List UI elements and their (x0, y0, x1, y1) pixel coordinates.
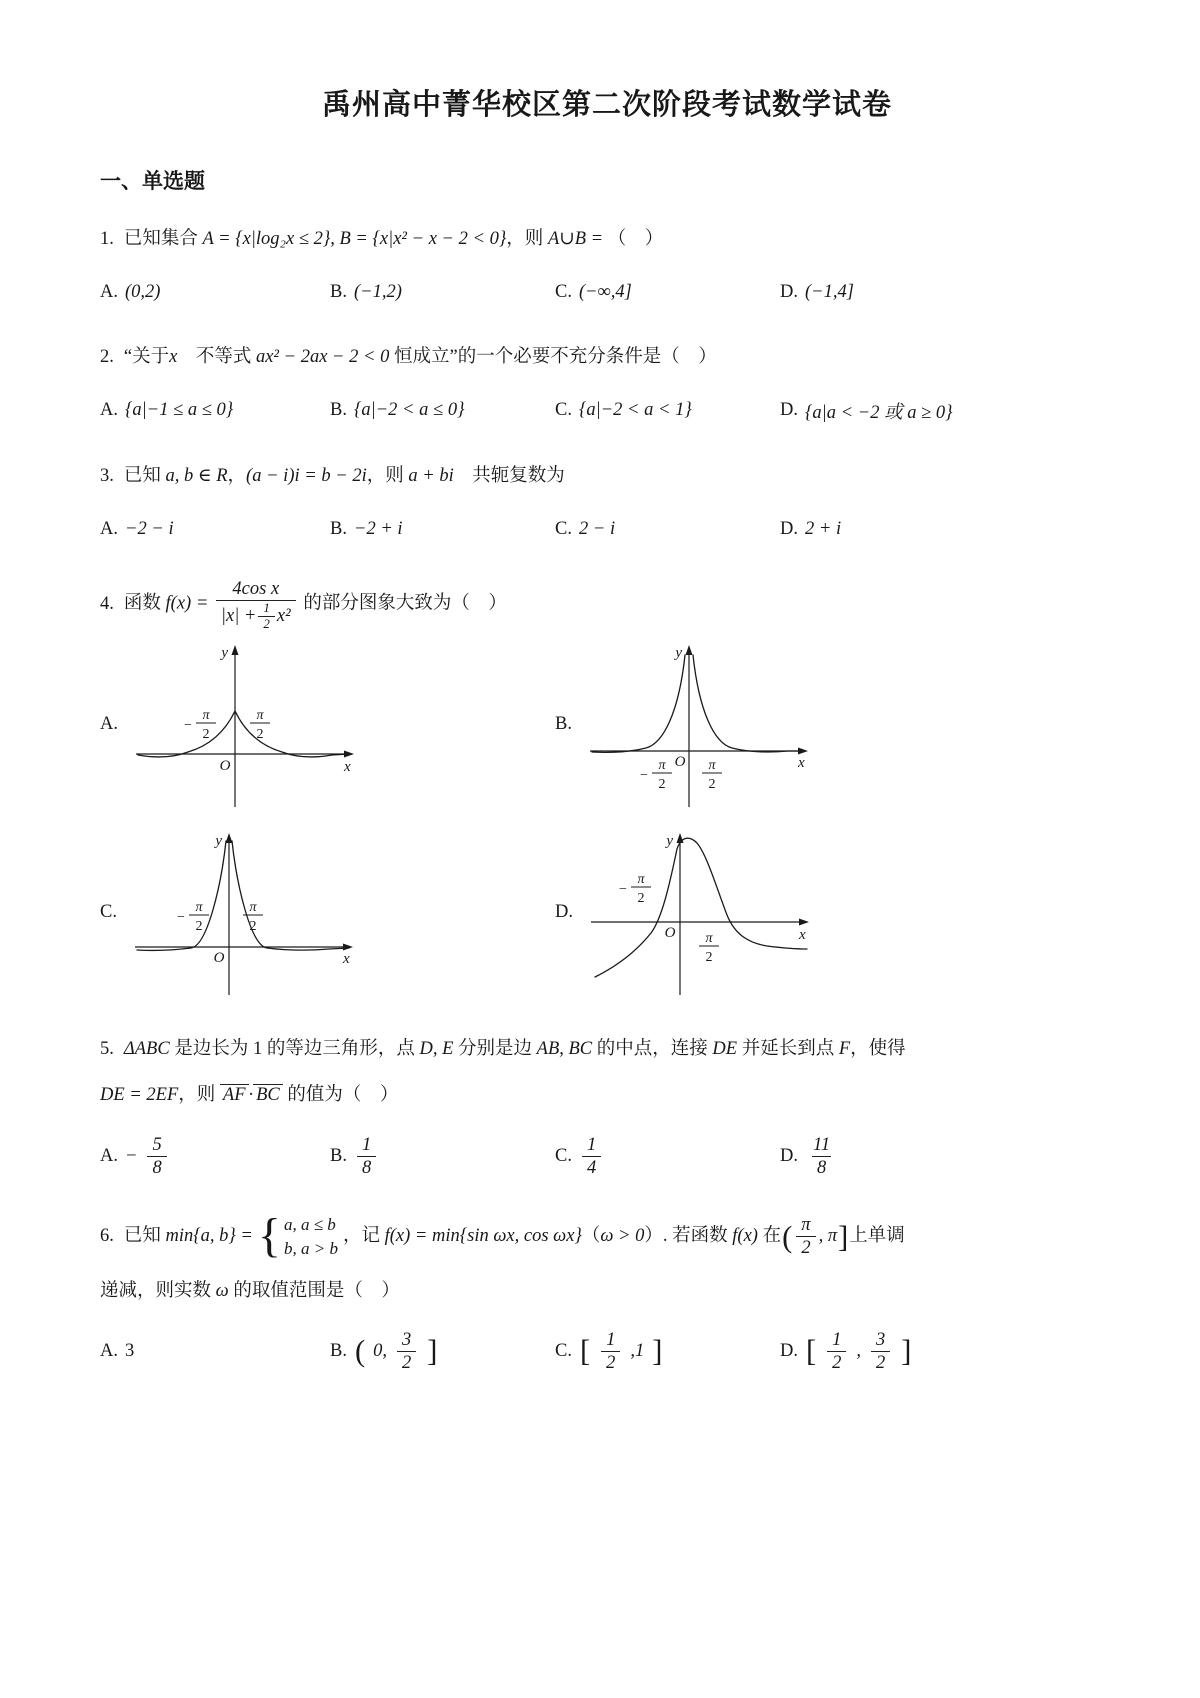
option-value: {a|−2 < a < 1} (578, 400, 692, 421)
pi-label: π (195, 899, 203, 915)
function-curve (137, 841, 349, 950)
graph-label: A. (100, 714, 118, 735)
math-expr: f(x) = (165, 593, 209, 614)
x-label: x (797, 754, 805, 771)
option-value: 2 − i (578, 518, 616, 539)
option-value: −2 − i (125, 518, 174, 539)
option-label: B. (330, 281, 347, 302)
option-a (100, 400, 330, 421)
two-label: 2 (249, 918, 257, 934)
fraction (796, 1214, 815, 1259)
pi-label: π (705, 930, 713, 946)
section-heading: 一、单选题 (100, 169, 205, 193)
math-expr: F (838, 1038, 851, 1059)
math-expr: ax² − 2ax − 2 < 0 (255, 347, 390, 368)
math-expr: ω (215, 1280, 229, 1301)
graph-option-d (555, 827, 1114, 999)
graph-label: D. (555, 902, 573, 923)
fraction (827, 1329, 846, 1374)
question-number: 5. (100, 1038, 114, 1059)
option-c (555, 1329, 780, 1374)
pi-label: π (202, 707, 210, 723)
question-6-options (100, 1329, 1114, 1374)
left-brace: { (257, 1209, 281, 1263)
fraction (397, 1329, 416, 1374)
fraction-denominator: 2 (397, 1351, 416, 1374)
pi-label: π (249, 899, 257, 915)
fraction-denominator: 2 (871, 1351, 890, 1374)
graph-c-svg (129, 827, 354, 999)
fraction-numerator: 1 (586, 1134, 597, 1155)
graph-a-svg (130, 639, 355, 811)
math-expr: f(x) (732, 1226, 758, 1247)
math-expr: AB, BC (536, 1038, 593, 1059)
function-curve (592, 655, 804, 752)
fraction-denominator: 2 (258, 616, 275, 631)
stem-text: 递减，则实数 (100, 1280, 216, 1301)
nested-fraction (258, 601, 275, 631)
question-number: 3. (100, 465, 114, 486)
option-b (330, 1134, 555, 1179)
y-label: y (221, 644, 228, 661)
question-6-stem-line1 (100, 1209, 1114, 1263)
right-bracket: ] (427, 1334, 438, 1369)
math-expr: ΔABC (123, 1038, 170, 1059)
fraction (147, 1134, 166, 1179)
comma: , (856, 1341, 862, 1362)
two-label: 2 (637, 890, 645, 906)
option-d (780, 282, 1114, 303)
option-label: C. (555, 1145, 572, 1166)
option-a (100, 1341, 330, 1362)
option-label: A. (100, 518, 118, 539)
stem-text: 上单调 (849, 1226, 905, 1247)
left-paren: ( (354, 1334, 366, 1369)
x-axis-arrow (799, 918, 809, 925)
option-label: C. (555, 281, 572, 302)
option-value: −2 + i (353, 518, 403, 539)
option-label: B. (330, 1145, 347, 1166)
option-b (330, 1329, 555, 1374)
question-number: 6. (100, 1226, 114, 1247)
dot-product-symbol: · (248, 1085, 254, 1106)
option-label: C. (555, 1341, 572, 1362)
option-c (555, 1134, 780, 1179)
option-d (780, 519, 1114, 540)
stem-text: 并延长到点 (737, 1038, 839, 1059)
question-6 (100, 1209, 1114, 1374)
right-bracket: ] (652, 1334, 663, 1369)
option-b (330, 282, 555, 303)
question-4-graphs (100, 639, 1114, 999)
fraction-numerator: 5 (152, 1134, 162, 1155)
pi-label: π (658, 757, 666, 773)
option-d (780, 398, 1114, 424)
function-curve (595, 838, 807, 977)
y-axis-arrow (685, 645, 692, 655)
graph-b-svg (584, 639, 809, 811)
piecewise-cases (257, 1209, 338, 1263)
question-number: 4. (100, 593, 114, 614)
y-axis-arrow (677, 833, 684, 843)
fraction (582, 1134, 601, 1179)
math-expr: A∪B = (547, 229, 604, 249)
fraction-numerator: 3 (402, 1330, 412, 1350)
option-label: D. (780, 400, 798, 421)
option-value: {a|a < −2 或 a ≥ 0} (805, 402, 953, 423)
question-2-stem (100, 341, 1114, 373)
question-2-options (100, 396, 1114, 426)
fraction-numerator: 1 (263, 600, 270, 616)
question-5-options (100, 1134, 1114, 1179)
option-b (330, 519, 555, 540)
option-label: B. (330, 400, 347, 421)
math-expr: |x| + (220, 606, 257, 627)
option-label: A. (100, 1341, 118, 1362)
fraction-denominator: 8 (357, 1156, 376, 1179)
origin-label: O (219, 757, 231, 774)
minus-sign: − (619, 881, 627, 897)
fraction-numerator: 1 (832, 1330, 842, 1350)
left-paren: ( (782, 1219, 793, 1254)
question-4-stem (100, 578, 1114, 631)
option-d (780, 1134, 1114, 1179)
two-label: 2 (195, 918, 203, 934)
stem-text: 在 (757, 1226, 782, 1247)
option-b (330, 400, 555, 421)
math-expr: DE = 2EF (100, 1085, 179, 1106)
option-label: D. (780, 1341, 798, 1362)
vector-AF: AF (220, 1084, 249, 1105)
y-label: y (675, 644, 682, 661)
two-label: 2 (202, 726, 210, 742)
right-bracket: ] (838, 1219, 849, 1254)
pi-label: π (637, 871, 645, 887)
case-row-2: b, a > b (283, 1238, 338, 1258)
stem-text: （ (581, 1226, 601, 1247)
right-bracket: ] (901, 1334, 912, 1369)
stem-text: 的值为（ ） (282, 1085, 399, 1106)
fraction-numerator: 11 (813, 1134, 831, 1155)
question-4 (100, 578, 1114, 999)
option-a (100, 519, 330, 540)
graph-label: B. (555, 714, 572, 735)
math-expr: a, b ∈ R (165, 465, 228, 486)
fraction (808, 1134, 835, 1179)
question-1 (100, 223, 1114, 307)
option-label: A. (100, 400, 118, 421)
option-c (555, 400, 780, 421)
stem-text: ）. 若函数 (644, 1226, 733, 1247)
minus-sign: − (125, 1145, 138, 1166)
question-6-stem-line2 (100, 1275, 1114, 1307)
stem-text: 是边长为 1 的等边三角形，点 (169, 1038, 420, 1059)
fraction (601, 1329, 620, 1374)
option-label: A. (100, 281, 118, 302)
pi-label: π (256, 707, 264, 723)
fraction-numerator: 4cos x (232, 579, 280, 600)
y-label: y (666, 832, 673, 849)
option-a (100, 1134, 330, 1179)
math-expr: x² (276, 606, 291, 627)
math-expr: , π (818, 1226, 838, 1247)
fraction-denominator: 8 (812, 1156, 831, 1179)
stem-text: 共轭复数为 (453, 465, 565, 486)
question-5-stem-line2 (100, 1079, 1114, 1111)
answer-blank: （ ） (607, 229, 664, 249)
option-a (100, 282, 330, 303)
math-expr: x (169, 347, 178, 368)
fraction-denominator: 4 (582, 1156, 601, 1179)
question-1-stem (100, 223, 1114, 255)
two-label: 2 (256, 726, 264, 742)
option-label: B. (330, 518, 347, 539)
option-value: 2 + i (805, 518, 842, 539)
math-expr: (a − i)i = b − 2i (246, 465, 367, 486)
minus-sign: − (184, 717, 192, 733)
minus-sign: − (640, 767, 648, 783)
option-label: A. (100, 1145, 118, 1166)
graph-label: C. (100, 902, 117, 923)
math-expr: DE (712, 1038, 738, 1059)
option-label: D. (780, 1145, 798, 1166)
stem-text: ，则 (366, 465, 409, 486)
fraction (216, 578, 296, 631)
stem-text: ，记 (342, 1226, 385, 1247)
interval-start: 0, (373, 1341, 388, 1362)
option-value: {a|−2 < a ≤ 0} (353, 400, 465, 421)
fraction (871, 1329, 890, 1374)
pi-label: π (708, 757, 716, 773)
option-label: C. (555, 400, 572, 421)
option-label: D. (780, 281, 798, 302)
question-3-stem (100, 460, 1114, 492)
case-row-1: a, a ≤ b (283, 1215, 336, 1235)
two-label: 2 (705, 949, 713, 965)
fraction-denominator: 2 (827, 1351, 846, 1374)
stem-text: 已知 (123, 1226, 166, 1247)
stem-text: ，使得 (850, 1038, 906, 1059)
math-expr: ω > 0 (600, 1226, 645, 1247)
stem-text: 分别是边 (453, 1038, 537, 1059)
option-value: (−∞,4] (578, 281, 632, 302)
stem-text: ，则 (178, 1085, 220, 1106)
graph-d-svg (585, 827, 810, 999)
stem-text: 的取值范围是（ ） (228, 1280, 400, 1301)
two-label: 2 (708, 776, 716, 792)
stem-text: ， (227, 465, 247, 486)
x-axis-arrow (343, 943, 353, 950)
fraction-denominator: 2 (601, 1351, 620, 1374)
fraction-numerator: 1 (606, 1330, 616, 1350)
math-expr: D, E (419, 1038, 454, 1059)
case-rows (284, 1213, 338, 1261)
question-number: 1. (100, 229, 114, 249)
stem-text: 已知 (123, 465, 166, 486)
math-expr: f(x) = min{sin ωx, cos ωx} (384, 1226, 582, 1247)
fraction-numerator: π (801, 1215, 811, 1236)
math-expr: min{a, b} = (165, 1226, 253, 1247)
stem-text: “关于 (123, 347, 170, 368)
interval-end: ,1 (630, 1341, 645, 1362)
question-number: 2. (100, 347, 114, 368)
origin-label: O (664, 924, 676, 941)
stem-text: 不等式 (177, 347, 256, 368)
question-2 (100, 341, 1114, 425)
two-label: 2 (658, 776, 666, 792)
graph-option-c (100, 827, 555, 999)
function-curve (138, 711, 350, 757)
option-value: (−1,2) (353, 281, 402, 302)
x-label: x (344, 758, 351, 775)
left-bracket: [ (806, 1334, 817, 1369)
question-1-options (100, 277, 1114, 307)
stem-text: 的部分图象大致为（ ） (303, 593, 507, 614)
fraction-denominator (216, 600, 296, 631)
graph-option-b (555, 639, 1114, 811)
page-title: 禹州高中菁华校区第二次阶段考试数学试卷 (321, 89, 892, 121)
fraction-denominator: 8 (147, 1156, 166, 1179)
question-3-options (100, 514, 1114, 544)
x-label: x (799, 926, 806, 943)
origin-label: O (213, 949, 225, 966)
stem-text: 函数 (123, 593, 166, 614)
fraction-numerator: 3 (876, 1330, 886, 1350)
option-label: C. (555, 518, 572, 539)
question-3 (100, 460, 1114, 544)
question-5-stem-line1 (100, 1033, 1114, 1065)
option-c (555, 519, 780, 540)
option-c (555, 282, 780, 303)
option-value: {a|−1 ≤ a ≤ 0} (125, 400, 234, 421)
stem-text: 的中点，连接 (592, 1038, 713, 1059)
vector-BC: BC (253, 1084, 283, 1105)
option-d (780, 1329, 1114, 1374)
stem-text: 已知集合 (123, 229, 198, 249)
option-label: D. (780, 518, 798, 539)
graph-option-a (100, 639, 555, 811)
y-label: y (215, 832, 222, 849)
fraction-numerator: 1 (361, 1134, 372, 1155)
stem-text: ，则 (506, 229, 548, 249)
x-label: x (342, 950, 350, 967)
stem-text: 恒成立”的一个必要不充分条件是（ ） (389, 347, 717, 368)
math-expr: A = {x|log₂x ≤ 2}, B = {x|x² − x − 2 < 0} (202, 229, 507, 249)
left-bracket: [ (579, 1334, 591, 1369)
y-axis-arrow (232, 645, 239, 655)
origin-label: O (674, 753, 686, 770)
option-value: (−1,4] (805, 281, 854, 302)
fraction (357, 1134, 376, 1179)
option-value: (0,2) (125, 281, 161, 302)
question-5 (100, 1033, 1114, 1179)
math-expr: a + bi (408, 465, 454, 486)
minus-sign: − (177, 909, 185, 925)
option-value: 3 (125, 1341, 135, 1362)
option-label: B. (330, 1341, 347, 1362)
fraction-denominator: 2 (796, 1236, 815, 1259)
